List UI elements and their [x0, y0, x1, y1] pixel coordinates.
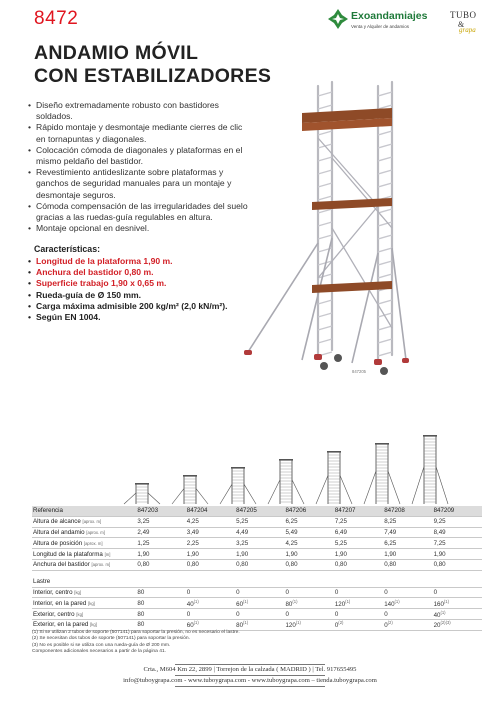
footnote-mark: (2)	[387, 620, 393, 626]
feature-item: • Montaje opcional en desnivel.	[28, 223, 248, 234]
value-cell	[284, 559, 333, 570]
ref-cell-text: 847204	[186, 507, 208, 515]
value-cell	[334, 619, 383, 630]
title-line-2: CON ESTABILIZADORES	[34, 65, 272, 87]
scaffold-thumbnail	[172, 475, 208, 504]
value-cell-text: 0	[186, 610, 191, 618]
value-cell	[136, 549, 185, 560]
value-cell-text: 0	[236, 610, 240, 618]
value-cell-text: 3,25	[236, 539, 249, 547]
ref-cell	[334, 506, 383, 516]
value-cell	[284, 549, 333, 560]
unit-label: [kg]	[74, 589, 82, 595]
value-cell	[235, 587, 284, 598]
value-cell	[433, 587, 482, 598]
value-cell-text: 80	[137, 610, 145, 618]
logo-ampersand: &	[458, 20, 465, 29]
value-cell-text: 40	[186, 600, 194, 608]
feature-item: • Revestimiento antideslizante sobre plataformas y ganchos de seguridad manuales para un montaje y desmontaje seguros.	[28, 167, 248, 201]
ref-cell-text: 847207	[334, 507, 356, 515]
value-cell-text: 0,80	[137, 561, 150, 569]
value-cell	[433, 516, 482, 527]
empty-cell	[334, 577, 383, 587]
footnote-line: (2) Se necesitan dos tubos de soporte (507141) para soportar la presión.	[32, 636, 190, 642]
value-cell	[334, 549, 383, 560]
feature-item: • Cómoda compensación de las irregularidades del suelo gracias a las ruedas-guía regulables en altura.	[28, 201, 248, 223]
value-cell	[383, 609, 432, 620]
value-cell	[136, 559, 185, 570]
footnote-mark: (1)	[193, 620, 199, 626]
value-cell	[334, 516, 383, 527]
logo-grapa: grapa	[459, 26, 476, 34]
value-cell	[383, 619, 432, 630]
value-cell-text: 80	[285, 600, 293, 608]
row-label-text: Altura del andamio	[33, 528, 85, 536]
value-cell-text: 7,49	[384, 528, 397, 536]
title-line-1: ANDAMIO MÓVIL	[34, 42, 199, 64]
value-cell-text: 0	[236, 588, 240, 596]
spec-table	[32, 506, 482, 631]
characteristics-list	[28, 256, 248, 323]
value-cell	[284, 527, 333, 538]
value-cell	[235, 609, 284, 620]
unit-label: [kg]	[76, 611, 84, 617]
value-cell	[433, 549, 482, 560]
value-cell	[284, 516, 333, 527]
value-cell-text: 5,49	[285, 528, 298, 536]
value-cell-text: 8,25	[384, 518, 397, 526]
scaffold-thumbnail	[220, 467, 256, 504]
value-cell-text: 80	[137, 599, 145, 607]
lastre-label	[32, 577, 136, 587]
value-cell	[433, 559, 482, 570]
row-label-text: Interior, centro	[33, 588, 73, 596]
value-cell-text: 0,80	[334, 561, 347, 569]
header-label-text: Referencia	[33, 507, 63, 515]
logo-subtitle: Venta y Alquiler de andamios	[351, 24, 410, 29]
value-cell-text: 0,80	[186, 561, 199, 569]
unit-label: [kg]	[88, 600, 95, 606]
footnote-mark: (1)	[295, 620, 301, 626]
value-cell-text: 140	[384, 600, 395, 608]
value-cell	[284, 538, 333, 549]
footnote-mark: (1)	[243, 598, 249, 604]
header-label	[32, 506, 136, 516]
value-cell	[235, 559, 284, 570]
row-label	[32, 527, 136, 538]
table-row	[32, 527, 482, 538]
value-cell	[235, 516, 284, 527]
scaffold-thumbnail	[412, 435, 448, 504]
scaffold-thumbnail	[364, 443, 400, 504]
ref-cell-text: 847203	[137, 507, 159, 515]
value-cell-text: 7,25	[433, 539, 446, 547]
table-row	[32, 538, 482, 549]
footer-address: Crta., M604 Km 22, 2899 | Torrejon de la calzada ( MADRID ) | Tel. 917655495	[143, 666, 357, 673]
value-cell	[284, 619, 333, 630]
empty-cell	[383, 577, 432, 587]
footnote-mark: (2)	[338, 620, 344, 626]
value-cell	[334, 538, 383, 549]
value-cell	[186, 538, 235, 549]
unit-label: [m]	[104, 551, 111, 557]
empty-cell	[284, 577, 333, 587]
unit-label: [aprox. m]	[91, 562, 111, 568]
value-cell	[235, 549, 284, 560]
value-cell-text: 0,80	[433, 561, 446, 569]
value-cell	[433, 598, 482, 609]
value-cell	[383, 598, 432, 609]
value-cell	[383, 587, 432, 598]
value-cell-text: 0	[285, 588, 289, 596]
scaffold-thumbnails	[120, 432, 480, 507]
scaffold-thumbnail	[316, 451, 352, 504]
footnote-mark: (1)	[193, 598, 199, 604]
footnote-mark: (1)	[292, 598, 298, 604]
characteristic-item: • Carga máxima admisible 200 kg/m² (2,0 kN/m²).	[28, 301, 248, 312]
value-cell	[383, 559, 432, 570]
row-label-text: Altura de posición	[33, 539, 83, 547]
unit-label: [kg]	[90, 622, 97, 628]
value-cell-text: 40	[433, 611, 441, 619]
logo-leaf-icon	[327, 8, 349, 30]
value-cell	[136, 527, 185, 538]
ref-cell	[186, 506, 235, 516]
features-list	[28, 100, 248, 234]
value-cell	[433, 609, 482, 620]
value-cell-text: 9,25	[433, 518, 446, 526]
value-cell	[186, 527, 235, 538]
row-label-text: Exterior, en la pared	[33, 621, 89, 629]
value-cell	[433, 538, 482, 549]
value-cell-text: 1,90	[433, 550, 446, 558]
table-row	[32, 559, 482, 570]
value-cell-text: 4,25	[285, 539, 298, 547]
logo-name: Exoandamiajes	[351, 10, 428, 22]
value-cell	[235, 527, 284, 538]
empty-cell	[136, 577, 185, 587]
row-label	[32, 549, 136, 560]
value-cell-text: 5,25	[236, 518, 249, 526]
value-cell-text: 80	[137, 621, 145, 629]
ref-cell-text: 847208	[384, 507, 405, 515]
table-row	[32, 516, 482, 527]
characteristic-item: • Longitud de la plataforma 1,90 m.	[28, 256, 248, 267]
value-cell	[186, 587, 235, 598]
row-label	[32, 559, 136, 570]
footnote-line: Componentes adicionales necesarios a partir de la página 41.	[32, 649, 167, 655]
value-cell	[136, 538, 185, 549]
footnote-mark: (1)	[345, 598, 351, 604]
table-row	[32, 619, 482, 630]
value-cell-text: 0	[334, 588, 339, 596]
ref-cell	[433, 506, 482, 516]
value-cell	[334, 587, 383, 598]
footnote-mark: (1)	[394, 598, 400, 604]
characteristic-item: • Según EN 1004.	[28, 312, 248, 323]
value-cell-text: 0	[433, 588, 438, 596]
value-cell-text: 0	[285, 610, 289, 618]
value-cell	[433, 527, 482, 538]
row-label	[32, 516, 136, 527]
value-cell-text: 2,49	[137, 528, 150, 536]
value-cell-text: 2,25	[186, 539, 199, 547]
value-cell	[136, 516, 185, 527]
footer-rule-top	[175, 664, 325, 665]
value-cell-text: 0,80	[285, 561, 298, 569]
ref-cell	[284, 506, 333, 516]
value-cell-text: 5,25	[334, 539, 347, 547]
feature-item: • Diseño extremadamente robusto con bastidores soldados.	[28, 100, 248, 122]
ref-cell	[235, 506, 284, 516]
footer-rule-mid	[175, 675, 325, 676]
value-cell-text: 1,90	[137, 550, 150, 558]
value-cell	[136, 587, 185, 598]
value-cell	[383, 549, 432, 560]
value-cell-text: 160	[433, 600, 444, 608]
value-cell	[334, 559, 383, 570]
feature-item: • Colocación cómoda de diagonales y plataformas en el mismo peldaño del bastidor.	[28, 145, 248, 167]
product-code: 8472	[34, 8, 79, 29]
scaffold-thumbnail	[124, 483, 160, 504]
value-cell-text: 0	[334, 622, 339, 630]
footnote-mark: (1)	[440, 609, 446, 615]
characteristic-item: • Superficie trabajo 1,90 x 0,65 m.	[28, 278, 248, 289]
footer-rule-bottom	[175, 686, 325, 687]
unit-label: [aprox. m]	[86, 529, 105, 535]
table-row	[32, 609, 482, 620]
row-label-text: Longitud de la plataforma	[33, 550, 103, 558]
empty-cell	[186, 577, 235, 587]
value-cell-text: 7,25	[334, 518, 347, 526]
image-label: 847205	[352, 369, 366, 374]
row-label	[32, 598, 136, 609]
value-cell	[383, 538, 432, 549]
scaffold-thumbnail	[268, 459, 304, 504]
value-cell-text: 1,90	[334, 550, 347, 558]
row-label	[32, 538, 136, 549]
value-cell	[334, 609, 383, 620]
lastre-label-text: Lastre	[33, 578, 51, 586]
table-row	[32, 598, 482, 609]
value-cell	[433, 619, 482, 630]
empty-cell	[235, 577, 284, 587]
value-cell-text: 1,25	[137, 539, 150, 547]
value-cell-text: 0	[384, 622, 388, 630]
footnote-mark: (2)(3)	[440, 620, 451, 626]
value-cell-text: 6,25	[285, 518, 298, 526]
ref-cell-text: 847206	[285, 507, 307, 515]
row-label	[32, 619, 136, 630]
value-cell-text: 6,25	[384, 539, 397, 547]
value-cell	[235, 619, 284, 630]
footnote-mark: (1)	[243, 620, 249, 626]
value-cell-text: 80	[137, 588, 145, 596]
value-cell-text: 4,49	[236, 528, 249, 536]
value-cell	[284, 598, 333, 609]
feature-item: • Rápido montaje y desmontaje mediante cierres de clic en tornapuntas y diagonales.	[28, 122, 248, 144]
value-cell	[334, 527, 383, 538]
row-label-text: Anchura del bastidor	[33, 561, 90, 569]
value-cell	[136, 619, 185, 630]
scaffold-illustration	[240, 78, 410, 378]
table-row	[32, 549, 482, 560]
lastre-header-row	[32, 577, 482, 587]
footnote-line: (1) Si se utilizan 2 tubos de soporte (507141) para soportar la presión, no es necesario el lastre.	[32, 630, 240, 635]
ref-cell-text: 847209	[433, 507, 455, 515]
unit-label: [aprox. m]	[83, 540, 103, 546]
footnote-line: (3) No es posible si se utiliza con una rueda-guía de Ø 200 mm.	[32, 642, 171, 648]
value-cell-text: 60	[236, 600, 244, 608]
value-cell	[284, 587, 333, 598]
row-label	[32, 609, 136, 620]
logo-tubo: TUBO	[450, 10, 477, 20]
value-cell	[186, 598, 235, 609]
value-cell-text: 80	[236, 622, 244, 630]
value-cell	[186, 516, 235, 527]
row-label-text: Altura de alcance	[33, 518, 81, 526]
value-cell-text: 4,25	[186, 518, 199, 526]
value-cell	[136, 609, 185, 620]
row-label	[32, 587, 136, 598]
value-cell-text: 0,80	[384, 561, 397, 569]
value-cell	[235, 598, 284, 609]
value-cell	[186, 619, 235, 630]
value-cell-text: 3,49	[186, 528, 199, 536]
ref-cell	[383, 506, 432, 516]
value-cell	[284, 609, 333, 620]
value-cell-text: 8,49	[433, 528, 446, 536]
characteristics-title: Características:	[34, 244, 101, 254]
empty-cell	[433, 577, 482, 587]
value-cell-text: 0	[384, 588, 388, 596]
company-logo	[327, 4, 477, 44]
value-cell	[334, 598, 383, 609]
unit-label: [aprox. m]	[82, 519, 102, 525]
value-cell-text: 0	[384, 610, 388, 618]
value-cell	[383, 527, 432, 538]
value-cell-text: 0	[186, 588, 191, 596]
value-cell-text: 0	[334, 610, 339, 618]
page-title	[34, 42, 271, 88]
characteristic-item: • Rueda-guía de Ø 150 mm.	[28, 290, 248, 301]
ref-cell	[136, 506, 185, 516]
value-cell-text: 1,90	[186, 550, 199, 558]
value-cell-text: 20	[433, 622, 441, 630]
value-cell-text: 3,25	[137, 518, 150, 526]
row-label-text: Exterior, centro	[33, 610, 75, 618]
footer-web: info@tuboygrapa.com - www.tuboygrapa.com - www.tuboygrapa.com – tienda.tuboygrapa.com	[123, 677, 377, 684]
value-cell	[235, 538, 284, 549]
characteristic-item: • Anchura del bastidor 0,80 m.	[28, 267, 248, 278]
ref-cell-text: 847205	[236, 507, 257, 515]
value-cell	[383, 516, 432, 527]
value-cell-text: 0,80	[236, 561, 249, 569]
value-cell-text: 60	[186, 622, 194, 630]
value-cell	[186, 609, 235, 620]
row-label-text: Interior, en la pared	[33, 599, 87, 607]
value-cell-text: 6,49	[334, 528, 347, 536]
value-cell-text: 120	[285, 622, 296, 630]
value-cell-text: 1,90	[285, 550, 298, 558]
value-cell-text: 1,90	[236, 550, 249, 558]
footnote-mark: (1)	[443, 598, 450, 604]
value-cell	[186, 559, 235, 570]
table-header-row	[32, 506, 482, 516]
value-cell	[136, 598, 185, 609]
value-cell	[186, 549, 235, 560]
value-cell-text: 120	[334, 600, 346, 608]
table-row	[32, 587, 482, 598]
value-cell-text: 1,90	[384, 550, 397, 558]
footnotes	[32, 630, 240, 656]
